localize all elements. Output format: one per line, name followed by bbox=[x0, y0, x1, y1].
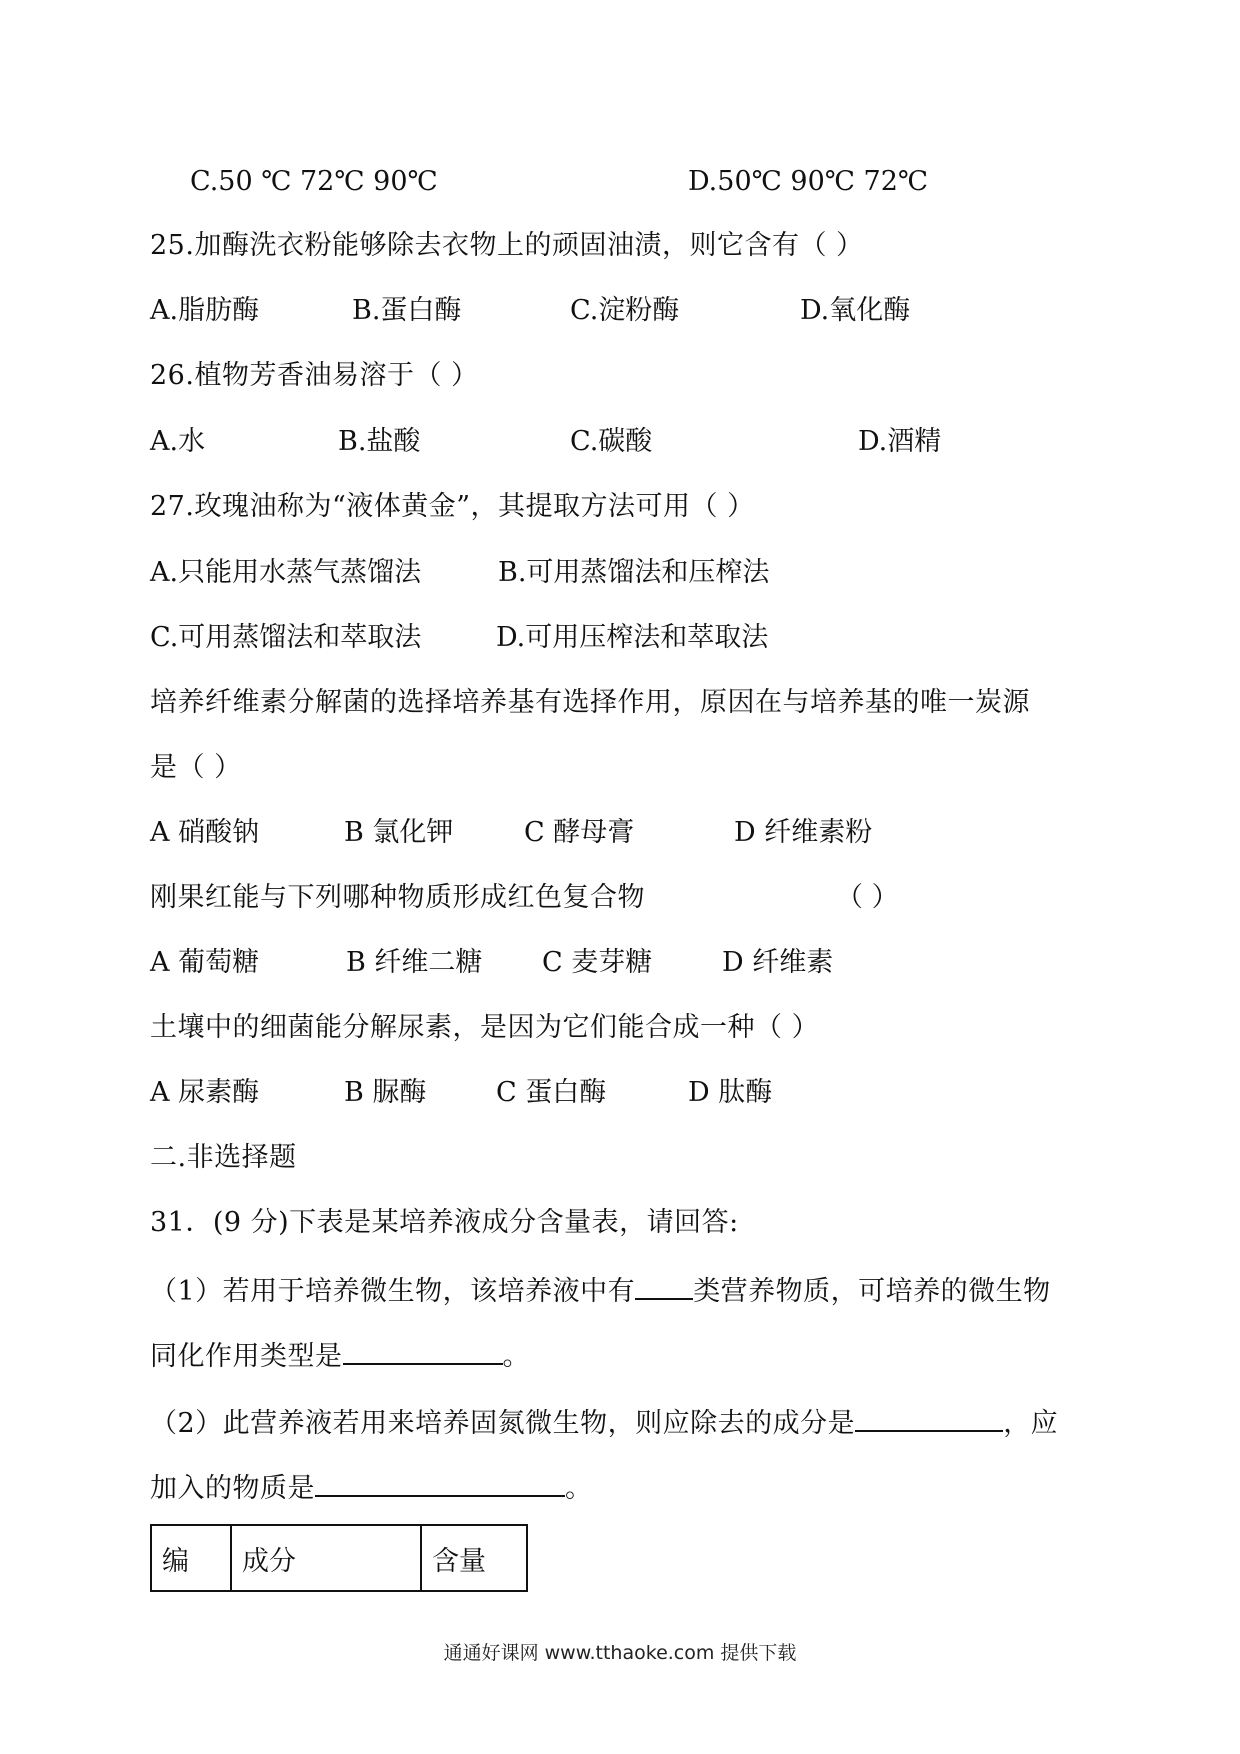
q31-sub2-text-b: ，应 bbox=[1003, 1408, 1059, 1439]
q24-option-d: D.50℃ 90℃ 72℃ bbox=[688, 166, 929, 197]
q29-option-b: B 纤维二糖 bbox=[346, 947, 483, 978]
q26-option-d: D.酒精 bbox=[858, 426, 942, 457]
q27-option-c: C.可用蒸馏法和萃取法 bbox=[150, 622, 422, 653]
q29-stem: 刚果红能与下列哪种物质形成红色复合物 bbox=[150, 882, 645, 913]
table-header-cell: 含量 bbox=[421, 1525, 527, 1591]
q30-option-b: B 脲酶 bbox=[344, 1077, 427, 1108]
q28-stem-line1: 培养纤维素分解菌的选择培养基有选择作用，原因在与培养基的唯一炭源 bbox=[150, 687, 1030, 718]
q31-sub1-line1 bbox=[150, 1270, 1051, 1310]
q25-option-c: C.淀粉酶 bbox=[570, 295, 680, 326]
q31-sub1-line2-text: 同化作用类型是 bbox=[150, 1341, 343, 1372]
q31-sub2-blank-2[interactable] bbox=[315, 1467, 565, 1497]
q28-option-c: C 酵母膏 bbox=[524, 817, 635, 848]
q30-option-d: D 肽酶 bbox=[688, 1077, 773, 1108]
q31-sub1-line2 bbox=[150, 1335, 530, 1375]
q29-answer-paren: （ ） bbox=[836, 882, 899, 913]
q31-sub2-line2 bbox=[150, 1467, 593, 1507]
q29-option-a: A 葡萄糖 bbox=[150, 947, 260, 978]
q31-sub1-blank-1[interactable] bbox=[635, 1270, 693, 1300]
q26-option-a: A.水 bbox=[150, 426, 206, 457]
q31-sub1-blank-2[interactable] bbox=[343, 1335, 503, 1365]
q29-option-d: D 纤维素 bbox=[722, 947, 834, 978]
q27-option-a: A.只能用水蒸气蒸馏法 bbox=[150, 557, 422, 588]
q25-option-a: A.脂肪酶 bbox=[150, 295, 260, 326]
q31-sub2-text-a: （2）此营养液若用来培养固氮微生物，则应除去的成分是 bbox=[150, 1408, 856, 1439]
q26-stem: 26.植物芳香油易溶于（ ） bbox=[150, 360, 479, 391]
q27-option-b: B.可用蒸馏法和压榨法 bbox=[498, 557, 770, 588]
table-header-cell: 编 bbox=[151, 1525, 231, 1591]
q28-option-b: B 氯化钾 bbox=[344, 817, 454, 848]
q26-option-b: B.盐酸 bbox=[338, 426, 421, 457]
q28-option-d: D 纤维素粉 bbox=[734, 817, 873, 848]
q31-sub1-end-mark: 。 bbox=[502, 1341, 530, 1372]
q27-option-d: D.可用压榨法和萃取法 bbox=[496, 622, 769, 653]
q31-sub2-line2-text: 加入的物质是 bbox=[150, 1473, 315, 1504]
q31-sub1-text-a: （1）若用于培养微生物，该培养液中有 bbox=[150, 1276, 636, 1307]
page-footer: 通通好课网 www.tthaoke.com 提供下载 bbox=[443, 1642, 797, 1664]
q29-option-c: C 麦芽糖 bbox=[542, 947, 653, 978]
q31-sub2-line1 bbox=[150, 1402, 1058, 1442]
q25-option-d: D.氧化酶 bbox=[800, 295, 911, 326]
q31-sub1-text-b: 类营养物质，可培养的微生物 bbox=[693, 1276, 1051, 1307]
q28-stem-line2: 是（ ） bbox=[150, 752, 242, 783]
q25-stem: 25.加酶洗衣粉能够除去衣物上的顽固油渍，则它含有（ ） bbox=[150, 230, 864, 261]
q30-option-c: C 蛋白酶 bbox=[496, 1077, 607, 1108]
q28-option-a: A 硝酸钠 bbox=[150, 817, 260, 848]
table-header-row bbox=[151, 1525, 527, 1591]
q26-option-c: C.碳酸 bbox=[570, 426, 653, 457]
section-title: 二.非选择题 bbox=[150, 1142, 297, 1173]
q31-sub2-end-mark: 。 bbox=[565, 1473, 593, 1504]
composition-table bbox=[150, 1524, 528, 1592]
q27-stem: 27.玫瑰油称为“液体黄金”，其提取方法可用（ ） bbox=[150, 491, 755, 522]
q31-stem: 31．(9 分)下表是某培养液成分含量表，请回答: bbox=[150, 1207, 739, 1238]
q30-stem: 土壤中的细菌能分解尿素，是因为它们能合成一种（ ） bbox=[150, 1012, 820, 1043]
q30-option-a: A 尿素酶 bbox=[150, 1077, 260, 1108]
table-header-cell: 成分 bbox=[231, 1525, 421, 1591]
q24-option-c: C.50 ℃ 72℃ 90℃ bbox=[190, 166, 438, 197]
q31-sub2-blank-1[interactable] bbox=[855, 1402, 1003, 1432]
q25-option-b: B.蛋白酶 bbox=[352, 295, 462, 326]
